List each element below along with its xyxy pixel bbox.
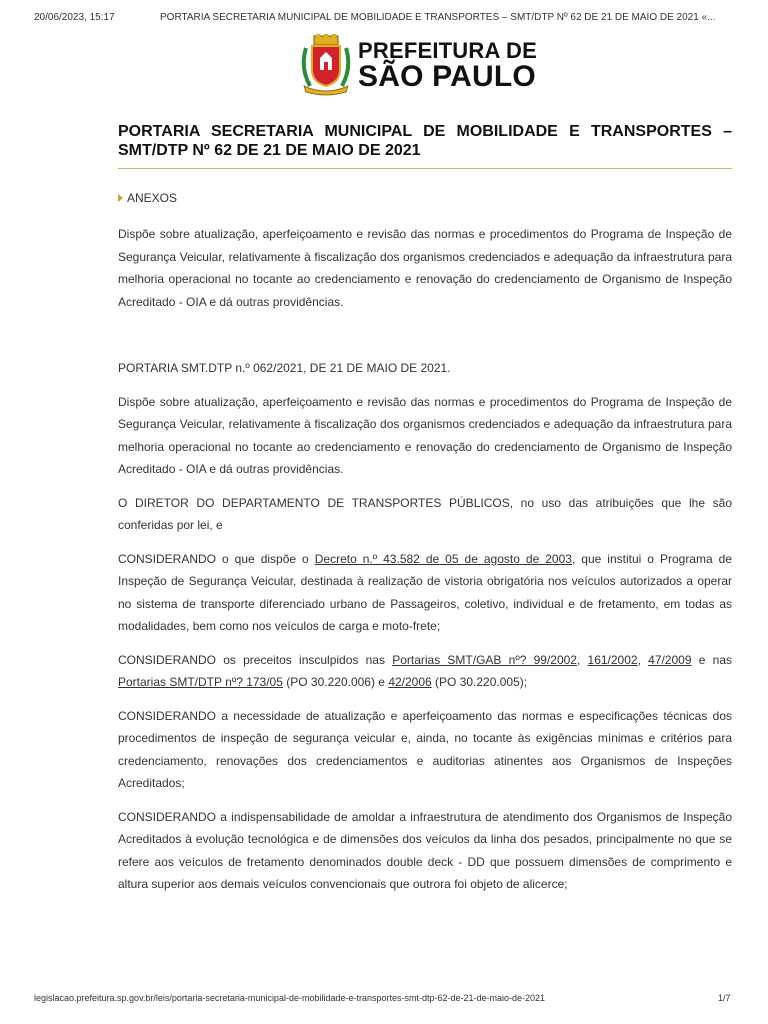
anexos-toggle[interactable]	[118, 191, 732, 205]
print-header	[0, 12, 768, 26]
decreto-link[interactable]: Decreto n.º 43.582 de 05 de agosto de 2003	[314, 551, 572, 566]
director-paragraph: O DIRETOR DO DEPARTAMENTO DE TRANSPORTES PÚBLICOS, no uso das atribuições que lhe são conferidas por lei, e	[118, 495, 732, 532]
caret-right-icon	[118, 194, 123, 202]
summary-paragraph-repeat: Dispõe sobre atualização, aperfeiçoamento e revisão das normas e procedimentos do Programa de Inspeção de Segurança Veicular, relativamente à fiscalização dos organismos credenciados e adequação da infraestrutura para melhoria operacional no tocante ao credenciamento e renovação do credenciamento de Organismo de Inspeção Acreditado - OIA e dá outras providências.	[118, 394, 732, 476]
footer-url: legislacao.prefeitura.sp.gov.br/leis/portaria-secretaria-municipal-de-mobilidade-e-transportes-smt-dtp-62-de-21-de-maio-de-2021	[34, 993, 546, 1003]
print-footer	[0, 993, 768, 1007]
sao-paulo-coat-of-arms-icon	[300, 34, 352, 96]
portaria-heading: PORTARIA SMT.DTP n.º 062/2021, DE 21 DE MAIO DE 2021.	[118, 361, 451, 375]
print-date: 20/06/2023, 15:17	[34, 12, 115, 23]
anexos-label: ANEXOS	[127, 191, 178, 205]
page-title: PORTARIA SECRETARIA MUNICIPAL DE MOBILIDADE E TRANSPORTES – SMT/DTP Nº 62 DE 21 DE MAIO DE 2021	[118, 123, 732, 159]
page-number: 1/7	[718, 993, 731, 1003]
prefeitura-logo[interactable]	[300, 34, 550, 96]
logo-line2: SÃO PAULO	[358, 60, 536, 93]
portaria-161-link[interactable]: 161/2002	[587, 652, 638, 667]
considerando-decreto-paragraph: CONSIDERANDO o que dispõe o Decreto n.º 43.582 de 05 de agosto de 2003, que institui o Programa de Inspeção de Segurança Veicular, destinada à realização de vistoria obrigatória nos veículos autorizados a operar no sistema de transporte diferenciado urbano de Passageiros, coletivo, individual e de fretamento, em todas as modalidades, bem como nos veículos de carga e moto-frete;	[118, 551, 732, 633]
considerando-necessidade-paragraph: CONSIDERANDO a necessidade de atualização e aperfeiçoamento das normas e especificações técnicas dos procedimentos de inspeção de segurança veicular e, ainda, no tocante às exigências mínimas e critérios para credenciamento, renovações dos credenciamentos e auditorias atinentes aos Organismos de Inspeções Acreditados;	[118, 708, 732, 790]
logo-line1: PREFEITURA DE	[358, 38, 538, 63]
portaria-42-link[interactable]: 42/2006	[388, 675, 432, 689]
print-title: PORTARIA SECRETARIA MUNICIPAL DE MOBILIDADE E TRANSPORTES – SMT/DTP Nº 62 DE 21 DE MAIO DE 2021 «...	[160, 12, 716, 23]
document-content	[118, 122, 732, 896]
portarias-dtp-link[interactable]: Portarias SMT/DTP nº? 173/05	[118, 675, 283, 689]
considerando-portarias-paragraph: CONSIDERANDO os preceitos insculpidos nas Portarias SMT/GAB nº? 99/2002, 161/2002, 47/2009 e nas Portarias SMT/DTP nº? 173/05 (PO 30.220.006) e 42/2006 (PO 30.220.005);	[118, 652, 733, 689]
summary-paragraph: Dispõe sobre atualização, aperfeiçoamento e revisão das normas e procedimentos do Programa de Inspeção de Segurança Veicular, relativamente à fiscalização dos organismos credenciados e adequação da infraestrutura para melhoria operacional no tocante ao credenciamento e renovação do credenciamento de Organismo de Inspeção Acreditado - OIA e dá outras providências.	[118, 227, 732, 309]
title-divider	[118, 168, 732, 169]
portaria-47-link[interactable]: 47/2009	[648, 652, 692, 667]
considerando-infraestrutura-paragraph: CONSIDERANDO a indispensabilidade de amoldar a infraestrutura de atendimento dos Organismos de Inspeção Acreditados à evolução tecnológica e de dimensões dos veículos da linha dos pesados, principalmente no que se refere aos veículos de fretamento denominados double deck - DD que possuem dimensões de comprimento e altura superior aos demais veículos convencionais que outrora foi objeto de alicerce;	[118, 809, 732, 891]
portarias-gab-link[interactable]: Portarias SMT/GAB nº? 99/2002	[392, 652, 577, 667]
